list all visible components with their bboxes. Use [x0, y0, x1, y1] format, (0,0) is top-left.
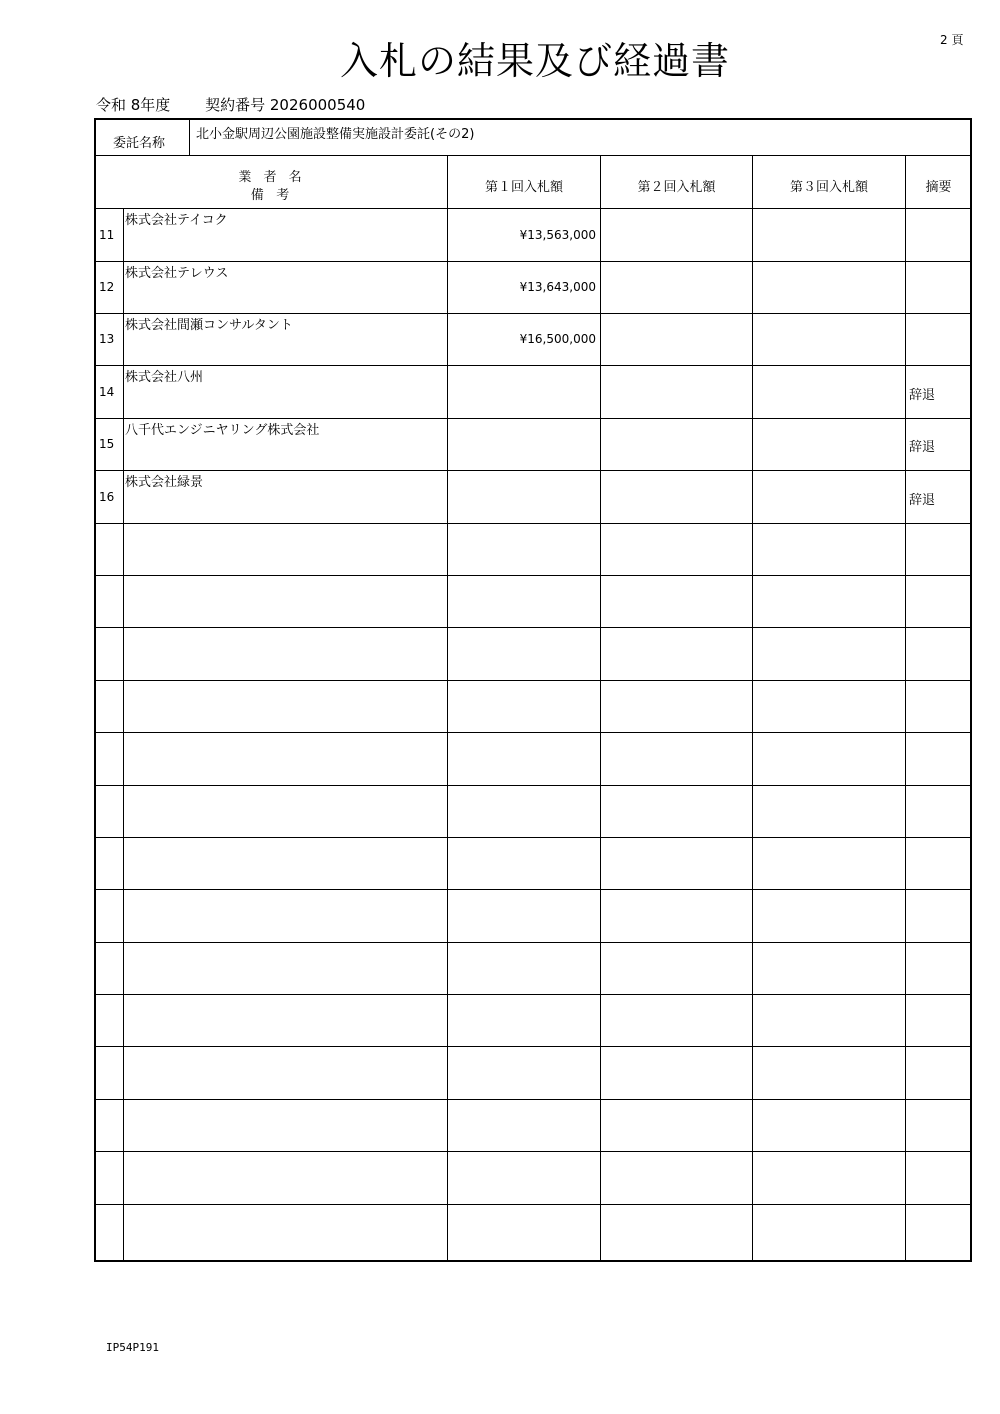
vendor-name: 株式会社八州: [125, 370, 204, 385]
header-vendor: 業 者 名: [238, 170, 302, 185]
round1-amount: ¥13,563,000: [519, 228, 596, 242]
row-number: 16: [99, 490, 115, 504]
vendor-name: 株式会社間瀬コンサルタント: [125, 318, 293, 333]
divider: [95, 994, 971, 995]
form-code: IP54P191: [106, 1341, 159, 1354]
document-meta: [96, 94, 365, 115]
contract-number-label: 契約番号: [205, 96, 266, 114]
page-number: 2 頁: [940, 33, 964, 47]
divider: [95, 627, 971, 628]
row-number: 11: [99, 228, 115, 242]
row-number: 14: [99, 385, 115, 399]
divider: [95, 942, 971, 943]
round1-amount: ¥16,500,000: [519, 332, 596, 346]
divider: [95, 365, 971, 366]
commission-name: 北小金駅周辺公園施設整備実施設計委託(その2): [196, 127, 475, 142]
divider: [447, 156, 448, 1261]
divider: [95, 575, 971, 576]
summary-withdrawn: 辞退: [909, 388, 936, 403]
row-number: 15: [99, 437, 115, 451]
row-number: 12: [99, 280, 115, 294]
divider: [95, 1151, 971, 1152]
vendor-name: 株式会社テイコク: [125, 213, 228, 228]
header-summary: 摘要: [925, 180, 952, 195]
summary-withdrawn: 辞退: [909, 440, 936, 455]
divider: [95, 785, 971, 786]
summary-withdrawn: 辞退: [909, 493, 936, 508]
divider: [95, 1204, 971, 1205]
vendor-name: 八千代エンジニヤリング株式会社: [125, 423, 320, 438]
contract-number: 2026000540: [269, 96, 366, 114]
divider: [95, 732, 971, 733]
fiscal-year: 令和 8年度: [96, 96, 171, 114]
commission-label: 委託名称: [113, 136, 166, 151]
document-title: 入札の結果及び経過書: [339, 39, 730, 83]
divider: [95, 1046, 971, 1047]
divider: [95, 1099, 971, 1100]
divider: [95, 889, 971, 890]
row-number: 13: [99, 332, 115, 346]
round1-amount: ¥13,643,000: [519, 280, 596, 294]
header-round3: 第３回入札額: [789, 180, 868, 195]
header-remarks: 備 考: [250, 188, 290, 203]
divider: [905, 156, 906, 1261]
vendor-name: 株式会社緑景: [125, 475, 204, 490]
header-round2: 第２回入札額: [637, 180, 716, 195]
divider: [95, 523, 971, 524]
divider: [95, 155, 971, 156]
vendor-name: 株式会社テレウス: [125, 266, 229, 281]
divider: [189, 119, 190, 155]
divider: [600, 156, 601, 1261]
header-round1: 第１回入札額: [484, 180, 563, 195]
divider: [752, 156, 753, 1261]
divider: [95, 837, 971, 838]
divider: [95, 470, 971, 471]
divider: [95, 680, 971, 681]
